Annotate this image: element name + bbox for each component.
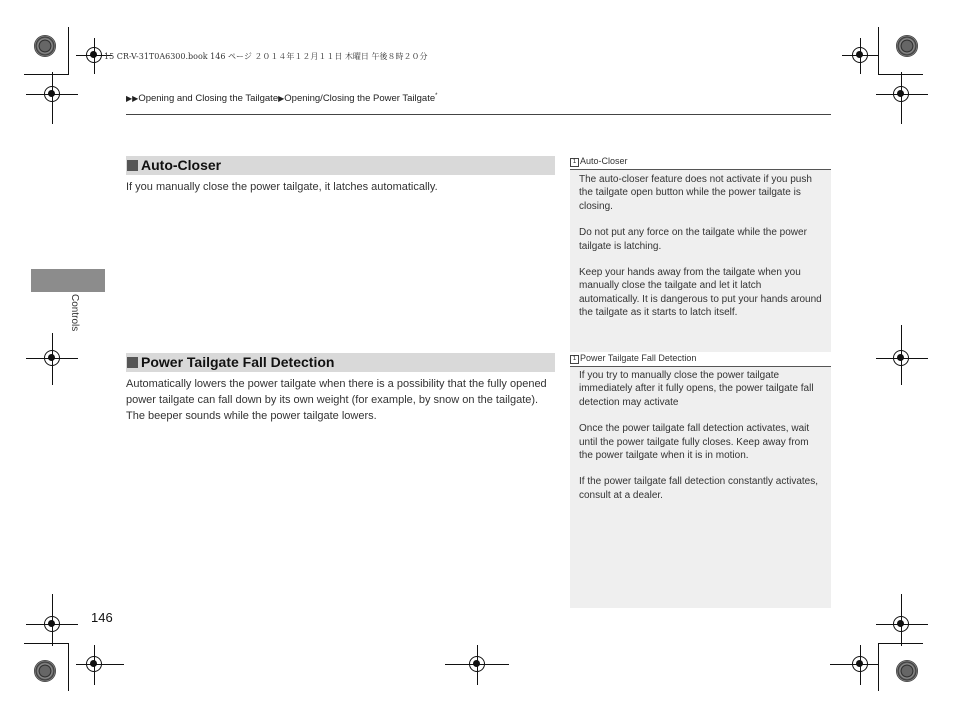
breadcrumb-separator: ▶ xyxy=(278,94,285,104)
section-title: Auto-Closer xyxy=(141,157,222,173)
section-heading-fall-detection xyxy=(126,353,555,372)
breadcrumb-part-1[interactable]: Opening and Closing the Tailgate xyxy=(138,93,279,105)
header-rule xyxy=(126,114,831,115)
note-reference-icon: 1 xyxy=(570,355,579,364)
note-title: Auto-Closer xyxy=(580,156,628,166)
note-heading-auto-closer xyxy=(570,155,831,170)
note-body-fall-detection xyxy=(579,369,824,515)
breadcrumb-part-2[interactable]: Opening/Closing the Power Tailgate xyxy=(284,93,436,105)
note-paragraph: If you try to manually close the power tailgate immediately after it fully opens, the power tailgate fall detection may activate xyxy=(579,370,814,408)
note-paragraph: Do not put any force on the tailgate while the power tailgate is latching. xyxy=(579,227,807,252)
breadcrumb-arrows: ▶▶ xyxy=(126,94,139,104)
note-paragraph: Once the power tailgate fall detection activates, wait until the power tailgate fully closes. Keep away from the power tailgate when it is in motion. xyxy=(579,423,810,462)
section-body-fall-detection: Automatically lowers the power tailgate when there is a possibility that the fully opened power tailgate can fall down by its own weight (for example, by snow on the tailgate). The beeper sounds while the power tailgate lowers. xyxy=(126,378,547,422)
section-square-icon xyxy=(127,160,138,171)
note-body-auto-closer xyxy=(579,173,824,333)
note-title: Power Tailgate Fall Detection xyxy=(580,353,697,363)
side-tab xyxy=(31,269,105,292)
note-paragraph: The auto-closer feature does not activate if you push the tailgate open button while the power tailgate is closing. xyxy=(579,174,812,212)
section-body-auto-closer: If you manually close the power tailgate, it latches automatically. xyxy=(126,181,438,193)
note-heading-fall-detection xyxy=(570,352,831,367)
note-reference-icon: 1 xyxy=(570,158,579,167)
breadcrumb xyxy=(126,93,437,104)
page-number: 146 xyxy=(91,610,113,625)
side-tab-label: Controls xyxy=(69,294,80,332)
note-paragraph: Keep your hands away from the tailgate when you manually close the tailgate and let it latch automatically. It is dangerous to put your hands around the tailgate as it starts to latch itself. xyxy=(579,267,822,319)
note-paragraph: If the power tailgate fall detection constantly activates, consult at a dealer. xyxy=(579,476,819,501)
breadcrumb-star: * xyxy=(435,93,438,99)
section-square-icon xyxy=(127,357,138,368)
book-info-line: 15 CR-V-31T0A6300.book 146 ページ ２０１４年１２月１１日 木曜日 午後８時２０分 xyxy=(104,52,428,61)
section-title: Power Tailgate Fall Detection xyxy=(141,354,335,370)
section-heading-auto-closer xyxy=(126,156,555,175)
